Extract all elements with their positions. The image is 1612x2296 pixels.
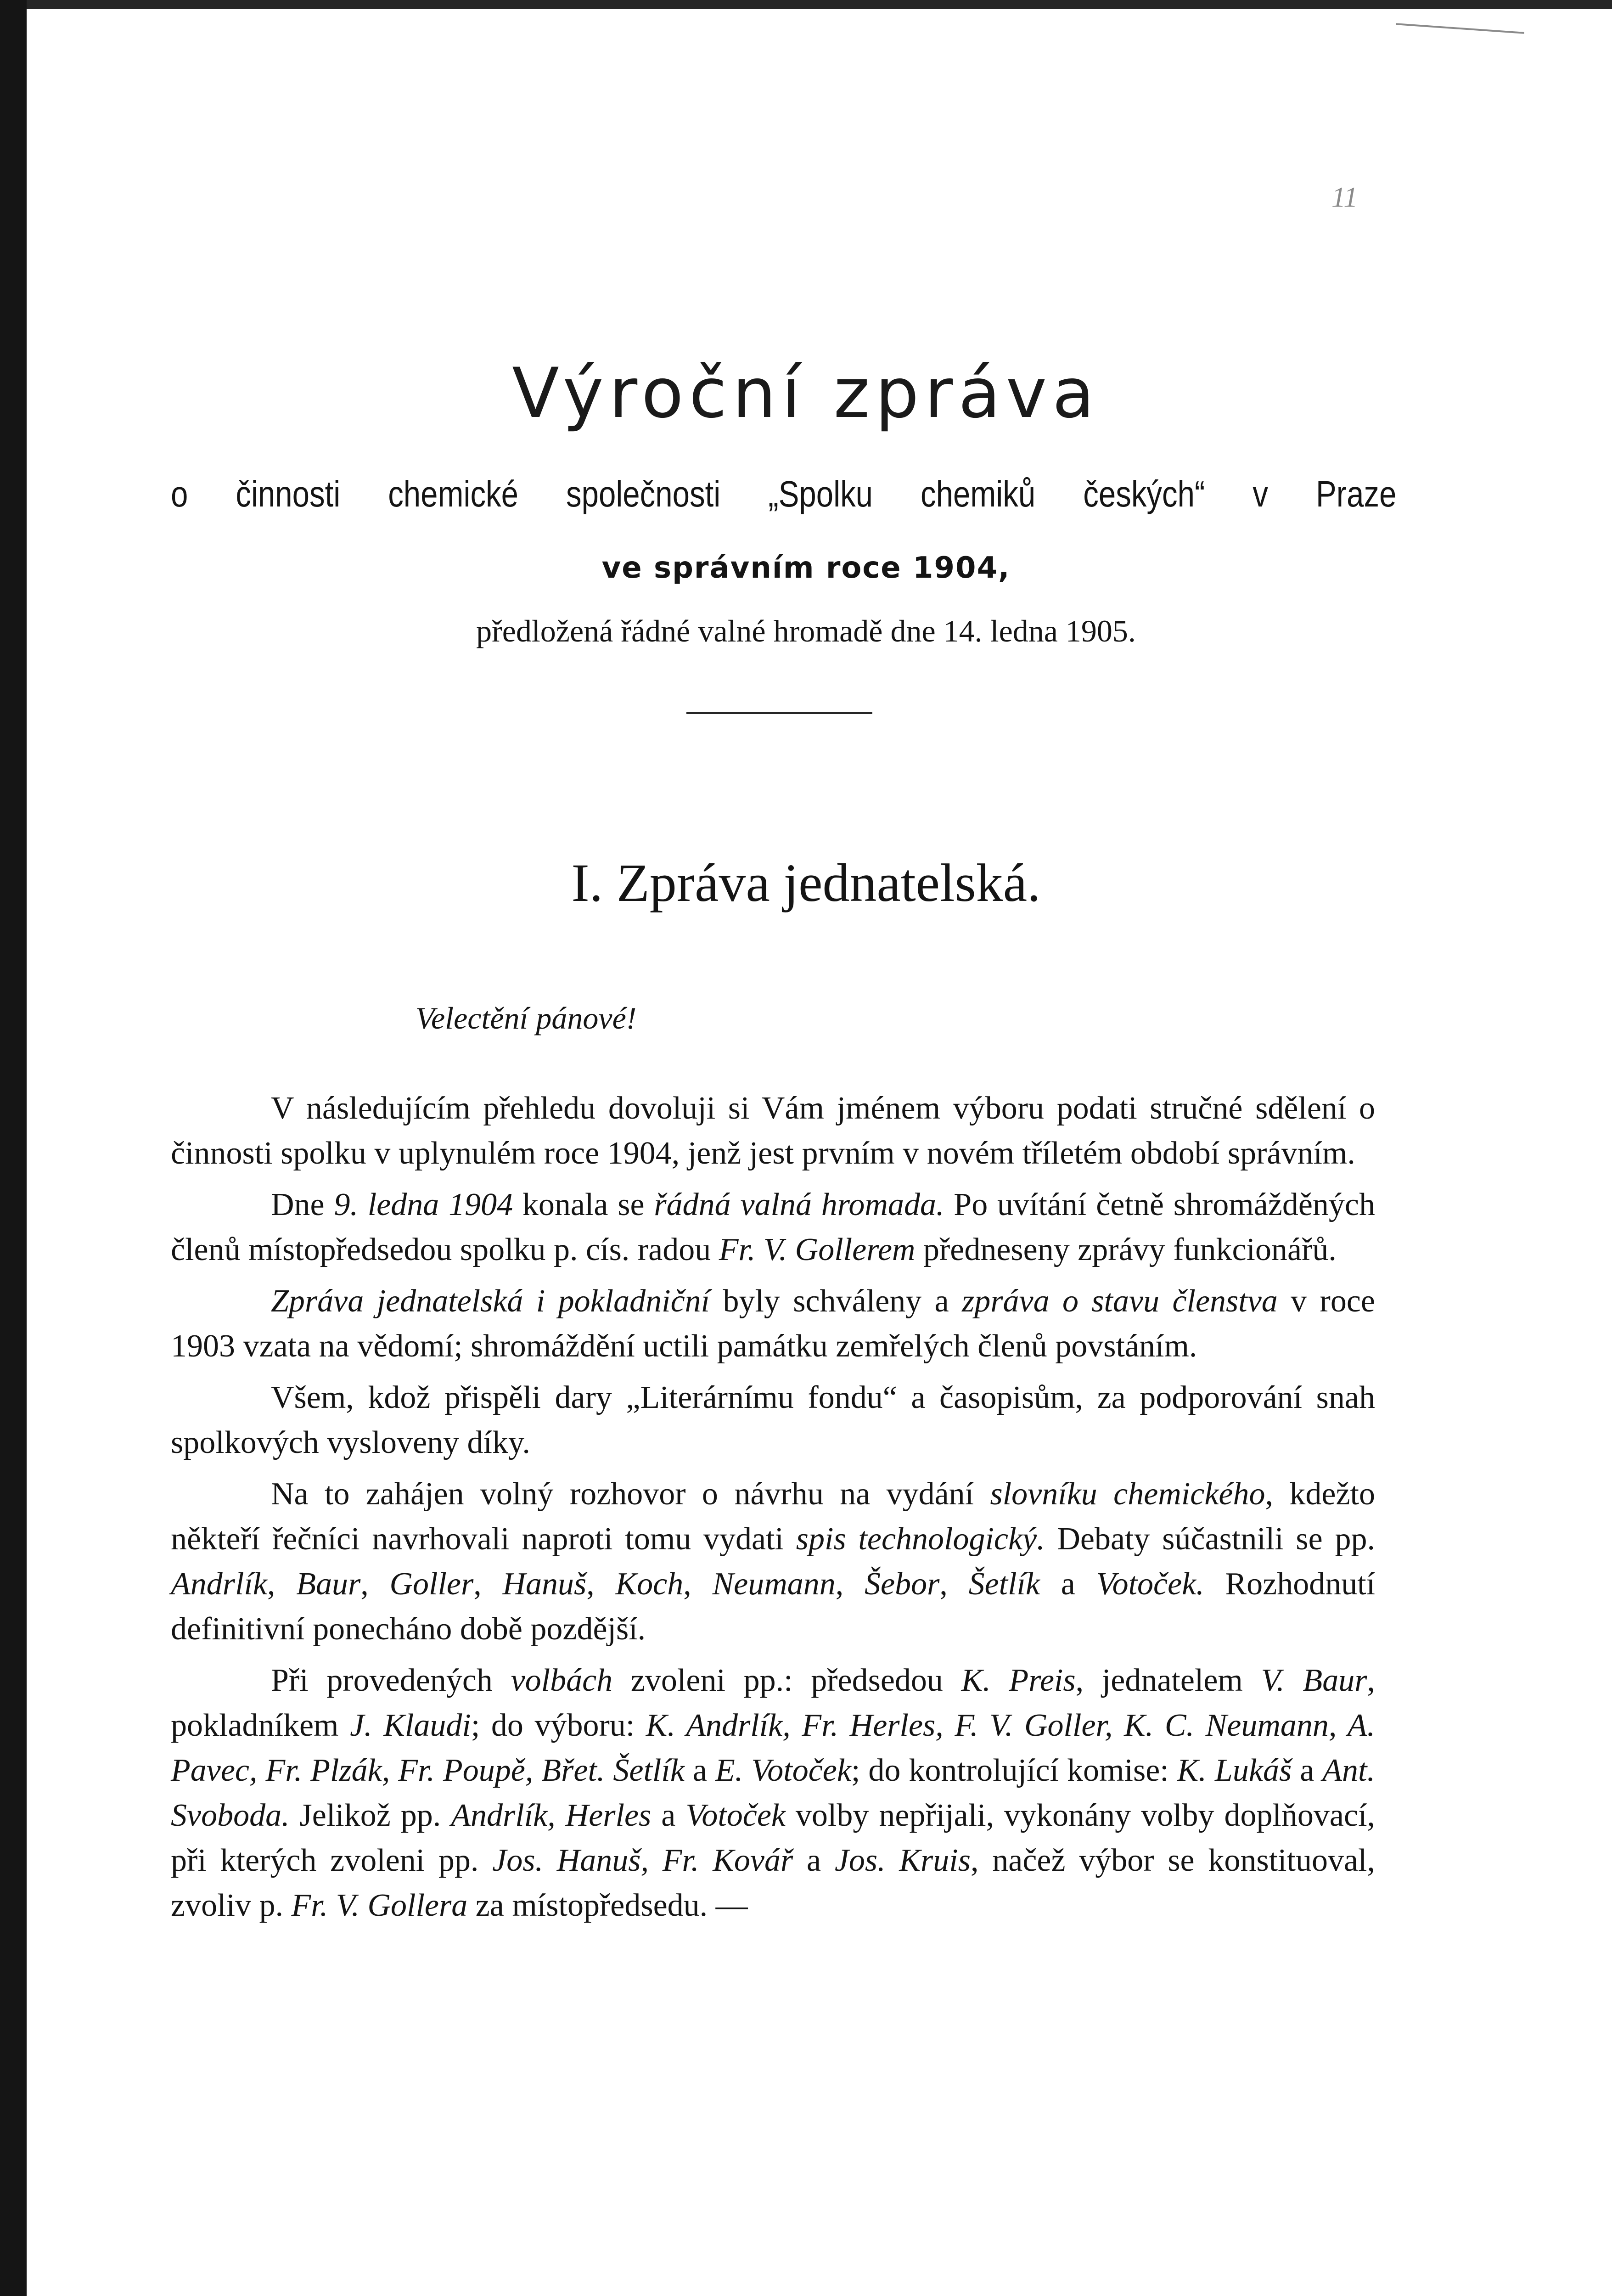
report-body xyxy=(171,1086,1375,1935)
paragraph-5: Na to zahájen volný rozhovor o návrhu na vydání slovníku chemického, kdežto někteří řečníci navrhovali naproti tomu vydati spis technologický. Debaty súčastnili se pp. Andrlík, Baur, Goller, Hanuš, Koch, Neumann, Šebor, Šetlík a Votoček. Rozhodnutí definitivní ponecháno době pozdější. xyxy=(171,1476,1376,1647)
scan-corner-mark xyxy=(1396,23,1524,34)
paragraph-3: Zpráva jednatelská i pokladniční byly schváleny a zpráva o stavu členstva v roce 1903 vzata na vědomí; shromáždění uctili památku zemřelých členů povstáním. xyxy=(171,1283,1375,1364)
section-heading: I. Zpráva jednatelská. xyxy=(571,853,1041,913)
paragraph-4: Všem, kdož přispěli dary „Literárnímu fondu“ a časopisům, za podporování snah spolkových vysloveny díky. xyxy=(171,1380,1375,1460)
paragraph-2: Dne 9. ledna 1904 konala se řádná valná hromada. Po uvítání četně shromážděných členů místopředsedou spolku p. cís. radou Fr. V. Gollerem předneseny zprávy funkcionářů. xyxy=(171,1187,1375,1267)
paragraph-6: Při provedených volbách zvoleni pp.: předsedou K. Preis, jednatelem V. Baur, pokladníkem J. Klaudi; do výboru: K. Andrlík, Fr. Herles, F. V. Goller, K. C. Neumann, A. Pavec, Fr. Plzák, Fr. Poupě, Břet. Šetlík a E. Votoček; do kontrolující komise: K. Lukáš a Ant. Svoboda. Jelikož pp. Andrlík, Herles a Votoček volby nepřijali, vykonány volby doplňovací, při kterých zvoleni pp. Jos. Hanuš, Fr. Kovář a Jos. Kruis, načež výbor se konstituoval, zvoliv p. Fr. V. Gollera za místopředsedu. — xyxy=(171,1663,1376,1923)
page-number: 11 xyxy=(1331,182,1358,213)
paragraph-1: V následujícím přehledu dovoluji si Vám jménem výboru podati stručné sdělení o činnosti spolku v uplynulém roce 1904, jenž jest prvním v novém tříletém období správním. xyxy=(171,1091,1375,1171)
report-year-line: ve správním roce 1904, xyxy=(601,551,1011,585)
report-subtitle: o činnosti chemické společnosti „Spolku chemiků českých“ v Praze xyxy=(171,473,1397,514)
presented-line: předložená řádné valné hromadě dne 14. ledna 1905. xyxy=(476,613,1136,648)
salutation: Velectění pánové! xyxy=(416,1001,637,1035)
scan-top-edge xyxy=(27,0,1612,9)
report-title: Výroční zpráva xyxy=(512,354,1100,433)
divider-rule xyxy=(686,712,872,714)
book-spine-edge xyxy=(0,0,27,2296)
